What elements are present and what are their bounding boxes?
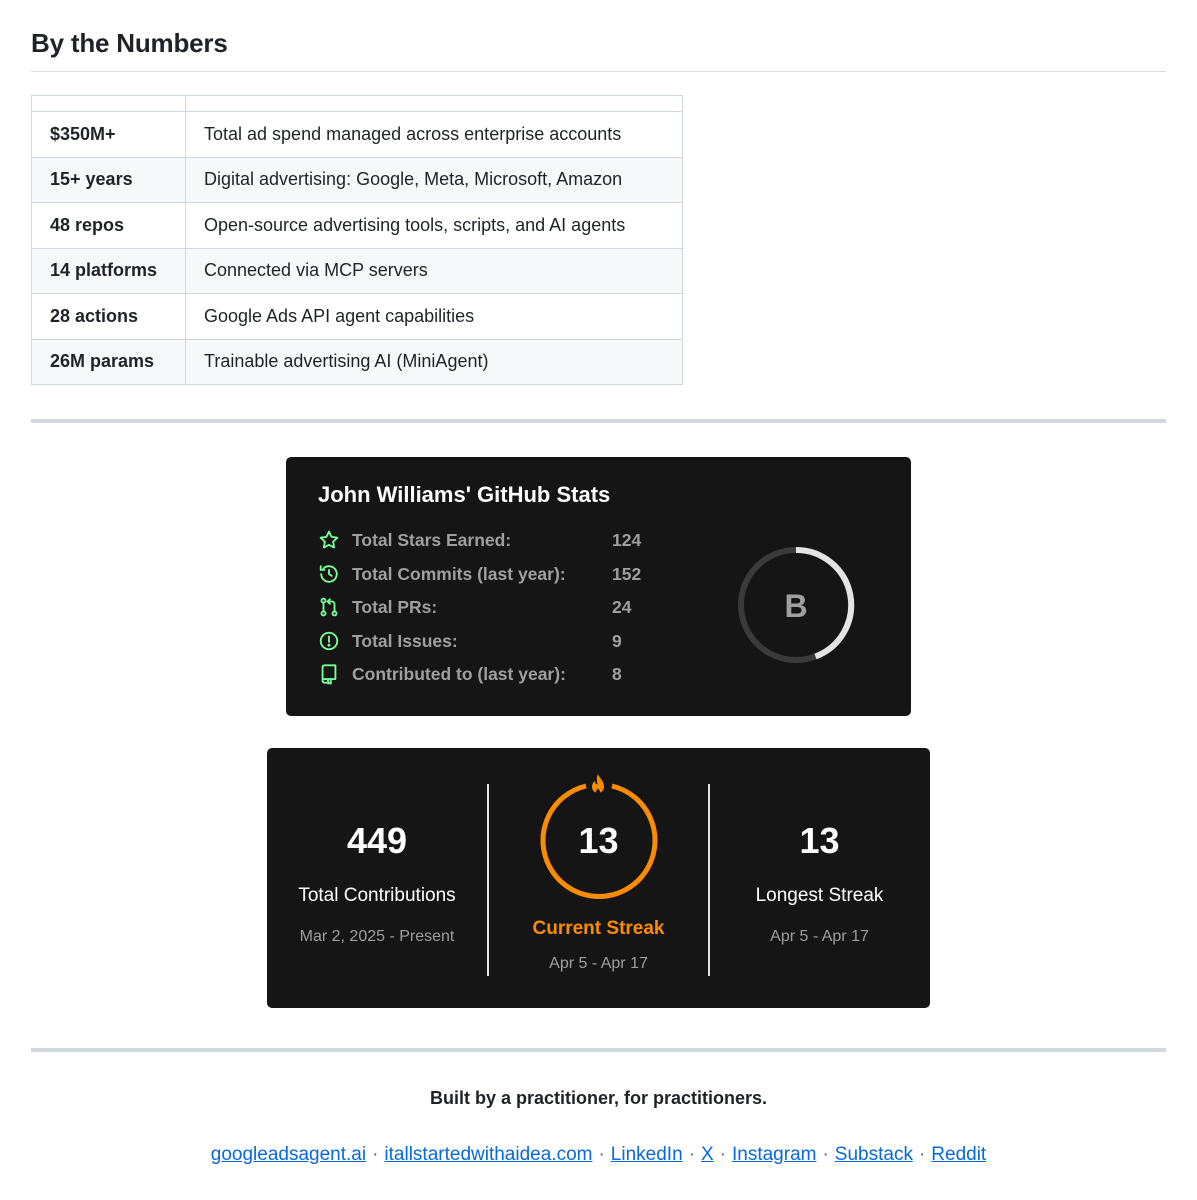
section-title: By the Numbers bbox=[31, 28, 228, 58]
tagline: Built by a practitioner, for practitioners. bbox=[429, 1088, 768, 1108]
metric-key: 28 actions bbox=[32, 294, 186, 340]
total-contributions-value: 449 bbox=[346, 820, 408, 861]
link-separator: · bbox=[688, 1144, 695, 1165]
total-contributions-label: Total Contributions bbox=[298, 885, 456, 906]
metric-key: 48 repos bbox=[32, 203, 186, 249]
metric-key: 15+ years bbox=[32, 157, 186, 203]
metric-description: Digital advertising: Google, Meta, Microsoft, Amazon bbox=[186, 157, 683, 203]
stat-label: Total Stars Earned: bbox=[352, 529, 512, 550]
stat-row-commits bbox=[318, 562, 642, 586]
issue-icon bbox=[318, 630, 340, 652]
link-itallstartedwithaidea[interactable]: itallstartedwithaidea.com bbox=[384, 1144, 593, 1165]
table-row bbox=[32, 248, 683, 294]
streak-stats-card[interactable] bbox=[267, 748, 930, 1008]
stat-value: 152 bbox=[612, 563, 642, 584]
github-stats-card[interactable] bbox=[286, 457, 911, 716]
link-separator: · bbox=[918, 1144, 926, 1165]
metric-description: Connected via MCP servers bbox=[186, 248, 683, 294]
table-row bbox=[32, 294, 683, 340]
pull-request-icon bbox=[318, 596, 340, 618]
link-instagram[interactable]: Instagram bbox=[731, 1144, 817, 1165]
longest-streak-label: Longest Streak bbox=[755, 885, 884, 906]
stats-card-title: John Williams' GitHub Stats bbox=[318, 482, 611, 507]
current-streak-value: 13 bbox=[578, 820, 619, 861]
total-contributions-section bbox=[267, 748, 487, 1008]
history-icon bbox=[318, 563, 340, 585]
table-row bbox=[32, 157, 683, 203]
repo-icon bbox=[318, 663, 340, 685]
link-separator: · bbox=[372, 1144, 379, 1165]
stat-value: 124 bbox=[612, 529, 642, 550]
metric-description: Total ad spend managed across enterprise accounts bbox=[186, 112, 683, 158]
flame-icon bbox=[587, 772, 609, 800]
longest-streak-section bbox=[709, 748, 930, 1008]
metric-description: Google Ads API agent capabilities bbox=[186, 294, 683, 340]
footer-links bbox=[0, 1144, 1197, 1166]
table-row bbox=[32, 112, 683, 158]
stat-label: Total PRs: bbox=[352, 596, 438, 617]
metric-description: Trainable advertising AI (MiniAgent) bbox=[186, 339, 683, 385]
rank-letter: B bbox=[784, 588, 808, 624]
longest-streak-range: Apr 5 - Apr 17 bbox=[770, 928, 869, 945]
current-streak-label: Current Streak bbox=[532, 918, 665, 939]
section-divider bbox=[31, 1048, 1166, 1052]
table-row bbox=[32, 203, 683, 249]
link-separator: · bbox=[719, 1144, 726, 1165]
numbers-table bbox=[31, 95, 683, 385]
table-header-cell bbox=[186, 96, 683, 112]
link-separator: · bbox=[598, 1144, 605, 1165]
star-icon bbox=[318, 529, 340, 551]
link-linkedin[interactable]: LinkedIn bbox=[610, 1144, 683, 1165]
current-streak-range: Apr 5 - Apr 17 bbox=[549, 955, 648, 972]
link-googleadsagent[interactable]: googleadsagent.ai bbox=[210, 1144, 367, 1165]
section-divider bbox=[31, 419, 1166, 423]
table-row bbox=[32, 339, 683, 385]
stat-label: Contributed to (last year): bbox=[352, 663, 566, 684]
link-x[interactable]: X bbox=[700, 1144, 714, 1165]
stat-label: Total Commits (last year): bbox=[352, 563, 566, 584]
table-header-cell bbox=[32, 96, 186, 112]
stat-row-prs bbox=[318, 595, 632, 619]
stat-label: Total Issues: bbox=[352, 630, 458, 651]
longest-streak-value: 13 bbox=[799, 820, 840, 861]
metric-key: $350M+ bbox=[32, 112, 186, 158]
stat-row-stars bbox=[318, 528, 642, 552]
stat-value: 8 bbox=[612, 663, 622, 684]
link-substack[interactable]: Substack bbox=[834, 1144, 913, 1165]
title-divider bbox=[31, 71, 1166, 72]
stat-row-contributed bbox=[318, 662, 622, 686]
stat-value: 24 bbox=[612, 596, 632, 617]
metric-key: 14 platforms bbox=[32, 248, 186, 294]
table-header bbox=[32, 96, 683, 112]
link-reddit[interactable]: Reddit bbox=[931, 1144, 987, 1165]
current-streak-section bbox=[488, 748, 709, 1008]
stat-row-issues bbox=[318, 629, 622, 653]
metric-description: Open-source advertising tools, scripts, and AI agents bbox=[186, 203, 683, 249]
link-separator: · bbox=[822, 1144, 829, 1165]
metric-key: 26M params bbox=[32, 339, 186, 385]
stat-value: 9 bbox=[612, 630, 622, 651]
rank-ring bbox=[736, 545, 856, 665]
total-contributions-range: Mar 2, 2025 - Present bbox=[299, 928, 455, 945]
